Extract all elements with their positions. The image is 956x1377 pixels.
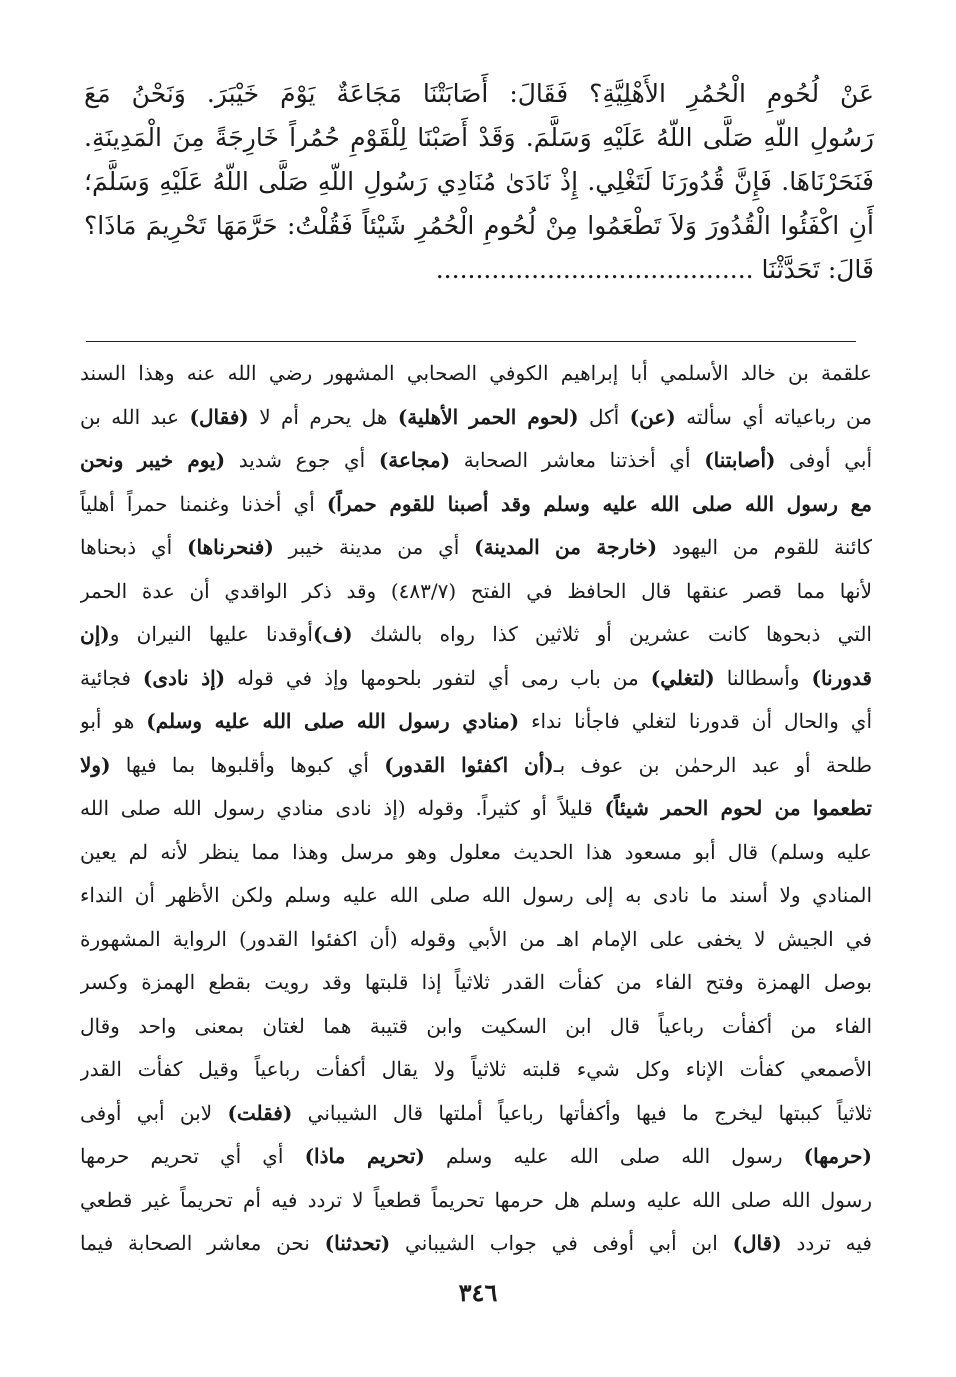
commentary-line: في الجيش لا يخفى على الإمام اهـ من الأبي وقوله (أن اكفئوا القدور) الرواية المشهورة [80,926,872,951]
commentary-line: عليه وسلم) قال أبو مسعود هذا الحديث معلول وهو مرسل وهذا مما ينظر لأنه لم يعين [80,839,872,864]
page-number: ٣٤٦ [458,1278,498,1307]
commentary-line: الأصمعي كفأت الإناء وكل شيء قلبته ثلاثياً ولا يقال أكفأت رباعياً وقيل كفأت القدر [80,1057,872,1081]
hadith-line: أَنِ اكْفَئُوا الْقُدُورَ وَلاَ تَطْعَمُوا مِنْ لُحُومِ الْحُمُرِ شَيْئاً فَقُلْتُ: حَرَّمَهَا تَحْرِيمَ مَاذَا؟ [84,211,874,240]
section-divider [86,341,856,342]
commentary-line: الفاء من أكفأت رباعياً قال ابن السكيت وابن قتيبة هما لغتان بمعنى واحد وقال [80,1013,872,1038]
commentary-line: بوصل الهمزة وفتح الفاء من كفأت القدر ثلاثياً إذا قلبتها وقد رويت بقطع الهمزة وكسر [80,970,872,994]
commentary-line: التي ذبحوها كانت عشرين أو ثلاثين كذا رواه بالشك (ف)أوقدنا عليها النيران و(إن [80,622,872,646]
commentary-line: مع رسول الله صلى الله عليه وسلم وقد أصبنا للقوم حمراً) أي أخذنا وغنمنا حمراً أهلياً [80,491,872,516]
hadith-line: فَنَحَرْنَاهَا. فَإِنَّ قُدُورَنَا لَتَغْلِي. إِذْ نَادَىٰ مُنَادِي رَسُولِ اللّهِ صَلَّى اللّهُ عَلَيْهِ وَسَلَّمَ؛ [84,167,874,196]
commentary-line: قدورنا) وأسطالنا (لتغلي) من باب رمى أي لتفور بلحومها وإذ في قوله (إذ نادى) فجائية [80,665,872,690]
commentary-line: أي والحال أن قدورنا لتغلي فاجأنا نداء (منادي رسول الله صلى الله عليه وسلم) هو أبو [80,709,872,733]
commentary-line: علقمة بن خالد الأسلمي أبا إبراهيم الكوفي الصحابي المشهور رضي الله عنه وهذا السند [80,361,872,385]
commentary-line: أبي أوفى (أصابتنا) أي أخذتنا معاشر الصحابة (مجاعة) أي جوع شديد (يوم خيبر ونحن [80,448,872,472]
commentary-line: طلحة أو عبد الرحمٰن بن عوف بـ(أن اكفئوا القدور) أي كبوها وأقلبوها بما فيها (ولا [80,752,872,777]
commentary-line: ثلاثياً كببتها ليخرج ما فيها وأكفأتها رباعياً أملتها قال الشيباني (فقلت) لابن أبي أوفى [80,1100,872,1125]
commentary-line: (حرمها) رسول الله صلى الله عليه وسلم (تحريم ماذا) أي أي تحريم حرمها [80,1144,872,1168]
hadith-line: رَسُولِ اللّهِ صَلَّى اللّهُ عَلَيْهِ وَسَلَّمَ. وَقَدْ أَصَبْنَا لِلْقَوْمِ حُمُراً خَارِجَةً مِنَ الْمَدِينَةِ. [84,123,874,152]
hadith-line: قَالَ: تَحَدَّثْنَا ........................................ [435,255,874,284]
hadith-line: عَنْ لُحُومِ الْحُمُرِ الأَهْلِيَّةِ؟ فَقَالَ: أَصَابَتْنَا مَجَاعَةٌ يَوْمَ خَيْبَرَ. وَنَحْنُ مَعَ [84,79,874,108]
commentary-line: كائنة للقوم من اليهود (خارجة من المدينة) أي من مدينة خيبر (فنحرناها) أي ذبحناها [80,535,872,559]
commentary-line: تطعموا من لحوم الحمر شيئاً) قليلاً أو كثيراً. وقوله (إذ نادى منادي رسول الله صلى الله [80,796,872,820]
commentary-line: لأنها مما قصر عنقها قال الحافظ في الفتح (٤٨٣/٧) وقد ذكر الواقدي أن عدة الحمر [80,578,872,603]
commentary-line: من رباعياته أي سألته (عن) أكل (لحوم الحمر الأهلية) هل يحرم أم لا (فقال) عبد الله بن [80,404,872,429]
hadith-text-block [84,72,874,292]
commentary-line: رسول الله صلى الله عليه وسلم هل حرمها تحريماً قطعياً لا تردد فيه أم تحريماً غير قطعي [80,1187,872,1212]
commentary-line: المنادي ولا أسند ما نادى به إلى رسول الله صلى الله عليه وسلم ولكن الأظهر أن النداء [80,883,872,907]
commentary-text-block [80,352,872,1266]
commentary-line: فيه تردد (قال) ابن أبي أوفى في جواب الشيباني (تحدثنا) نحن معاشر الصحابة فيما [80,1231,872,1255]
